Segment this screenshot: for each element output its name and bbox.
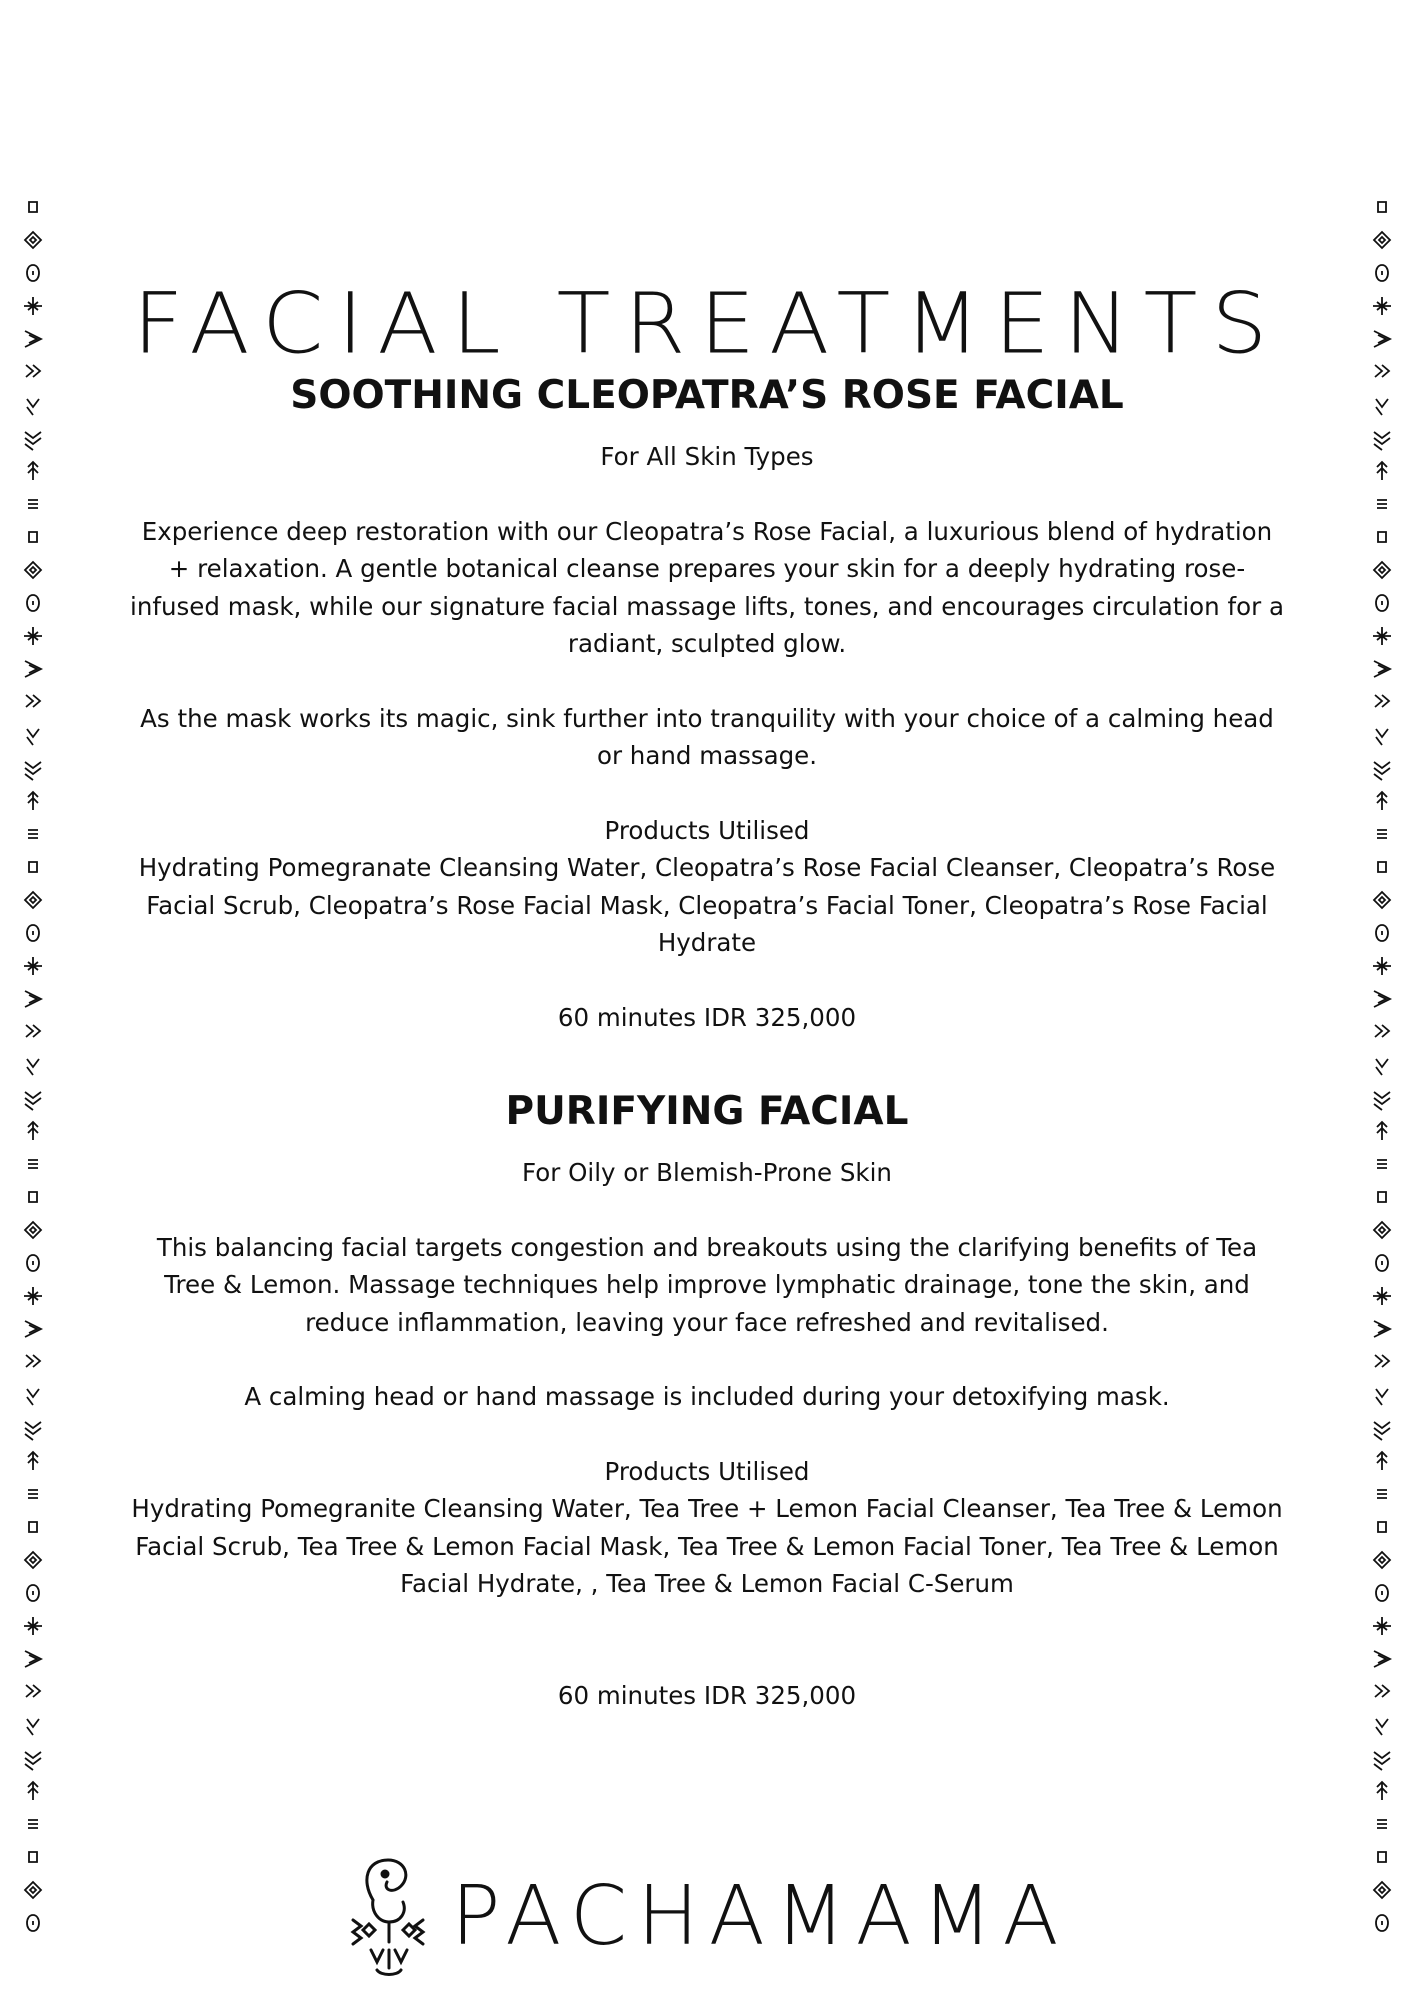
treatment-price: 60 minutes IDR 325,000 [557, 1680, 857, 1710]
tribal-motif [27, 595, 39, 611]
tribal-motif [1374, 1092, 1390, 1110]
tribal-motif [27, 1255, 39, 1271]
tribal-motif [1374, 892, 1390, 908]
tribal-motif [25, 562, 41, 578]
tribal-motif [1374, 232, 1390, 248]
tribal-motif [25, 991, 41, 1007]
tribal-motif [1378, 1522, 1386, 1532]
tribal-motif [1376, 399, 1388, 415]
tribal-motif [1378, 862, 1386, 872]
products-heading: Products Utilised [604, 815, 810, 845]
tribal-motif [26, 1355, 40, 1367]
tribal-motif [27, 1389, 39, 1405]
tribal-motif [1376, 729, 1388, 745]
tribal-motif [1375, 1685, 1389, 1697]
products-list: Hydrating Pomegranite Cleansing Water, Tea Tree + Lemon Facial Cleanser, Tea Tree & Lemon Facial Scrub, Tea Tree & Lemon Facial Mask, Tea Tree & Lemon Facial Toner, Tea Tree & Lemon Facial Hydrate, , Tea Tree & Lemon Facial C-Serum [131, 1494, 1283, 1598]
tribal-motif [25, 661, 41, 677]
tribal-motif [1374, 1651, 1390, 1667]
tribal-motif [1376, 1915, 1388, 1931]
tribal-motif [24, 1617, 42, 1635]
tribal-motif [1377, 1452, 1387, 1470]
treatment-description: Experience deep restoration with our Cleopatra’s Rose Facial, a luxurious blend of hydration + relaxation. A gentle botanical cleanse prepares your skin for a deeply hydrating rose-infused mask, while our signature facial massage lifts, tones, and encourages circulation for a radiant, sculpted glow. [130, 516, 1284, 658]
tribal-motif [1377, 792, 1387, 810]
tribal-motif [1373, 627, 1391, 645]
tribal-motif [28, 1122, 38, 1140]
tribal-motif [1374, 1422, 1390, 1440]
tribal-motif [1377, 830, 1387, 838]
tribal-motif [25, 892, 41, 908]
tribal-motif [27, 1719, 39, 1735]
tribal-motif [1374, 432, 1390, 450]
tribal-motif [1378, 1852, 1386, 1862]
tribal-motif [1377, 1782, 1387, 1800]
tribal-motif [27, 729, 39, 745]
tribal-motif [1377, 500, 1387, 508]
tribal-motif [1376, 1059, 1388, 1075]
tribal-motif [1373, 1617, 1391, 1635]
tribal-motif [1375, 1025, 1389, 1037]
tribal-motif [25, 432, 41, 450]
tribal-motif [29, 1522, 37, 1532]
tribal-motif [28, 1452, 38, 1470]
tribal-motif [28, 1820, 38, 1828]
tribal-motif [26, 1685, 40, 1697]
tribal-motif [1374, 562, 1390, 578]
tribal-motif [1376, 595, 1388, 611]
tribal-motif [28, 1160, 38, 1168]
treatment-title: SOOTHING CLEOPATRA’S ROSE FACIAL [290, 373, 1124, 418]
tribal-motif [29, 862, 37, 872]
tribal-motif [25, 1552, 41, 1568]
tribal-motif [1378, 202, 1386, 212]
treatment-massage-note: A calming head or hand massage is included during your detoxifying mask. [244, 1382, 1170, 1411]
tribal-motif [25, 1321, 41, 1337]
tribal-motif [1376, 1719, 1388, 1735]
tribal-motif [1377, 1490, 1387, 1498]
right-tribal-border [1365, 195, 1399, 1955]
tribal-motif [27, 399, 39, 415]
tribal-motif [27, 1059, 39, 1075]
treatment-title: PURIFYING FACIAL [505, 1089, 909, 1134]
treatment-skin-type: For Oily or Blemish-Prone Skin [522, 1158, 892, 1187]
tribal-motif [1374, 991, 1390, 1007]
tribal-motif [28, 1782, 38, 1800]
tribal-motif [25, 1422, 41, 1440]
tribal-motif [1374, 1222, 1390, 1238]
tribal-motif [25, 1752, 41, 1770]
tribal-motif [25, 232, 41, 248]
tribal-motif [27, 925, 39, 941]
treatment-skin-type: For All Skin Types [600, 442, 814, 471]
tribal-motif [29, 532, 37, 542]
left-tribal-border [16, 195, 50, 1955]
products-heading: Products Utilised [604, 1456, 810, 1486]
tribal-motif [1376, 1585, 1388, 1601]
tribal-motif [25, 1222, 41, 1238]
products-list: Hydrating Pomegranate Cleansing Water, Cleopatra’s Rose Facial Cleanser, Cleopatra’s Rose Facial Scrub, Cleopatra’s Rose Facial Mask, Cleopatra’s Facial Toner, Cleopatra’s Rose Facial Hydrate [138, 853, 1276, 957]
tribal-motif [1376, 1255, 1388, 1271]
tribal-motif [28, 500, 38, 508]
tribal-motif [29, 202, 37, 212]
tribal-motif [1376, 1389, 1388, 1405]
tribal-motif [29, 1192, 37, 1202]
tribal-motif [24, 957, 42, 975]
tribal-motif [1377, 1820, 1387, 1828]
tribal-motif [25, 1651, 41, 1667]
tribal-motif [24, 1287, 42, 1305]
treatments-content [130, 372, 1284, 1714]
tribal-motif [29, 1852, 37, 1862]
tribal-motif [1377, 1160, 1387, 1168]
tribal-motif [1375, 695, 1389, 707]
brand-wordmark: PACHAMAMA [451, 1869, 1069, 1964]
tribal-motif [1378, 532, 1386, 542]
bird-spirit-icon [333, 1850, 443, 1980]
tribal-motif [28, 1490, 38, 1498]
tribal-motif [1377, 462, 1387, 480]
tribal-motif [1375, 1355, 1389, 1367]
tribal-motif [1376, 925, 1388, 941]
tribal-motif [26, 1025, 40, 1037]
tribal-motif [24, 627, 42, 645]
tribal-motif [26, 695, 40, 707]
tribal-motif [27, 1585, 39, 1601]
tribal-motif [25, 762, 41, 780]
tribal-motif [28, 792, 38, 810]
treatment-section-cleopatra-rose [130, 372, 1284, 1036]
treatment-description: This balancing facial targets congestion and breakouts using the clarifying benefits of Tea Tree & Lemon. Massage techniques help improve lymphatic drainage, tone the skin, and reduce inflammation, leaving your face refreshed and revitalised. [156, 1232, 1258, 1337]
tribal-motif [1378, 1192, 1386, 1202]
tribal-motif [1374, 762, 1390, 780]
tribal-motif [1373, 1287, 1391, 1305]
tribal-motif [1377, 1122, 1387, 1140]
tribal-motif [27, 1915, 39, 1931]
tribal-motif [25, 1882, 41, 1898]
tribal-motif [1374, 661, 1390, 677]
treatment-price: 60 minutes IDR 325,000 [557, 1002, 857, 1032]
tribal-motif [1373, 957, 1391, 975]
tribal-motif [28, 462, 38, 480]
tribal-motif [1374, 1321, 1390, 1337]
tribal-motif [25, 1092, 41, 1110]
tribal-motif [1374, 1552, 1390, 1568]
treatment-section-purifying [130, 1088, 1284, 1714]
tribal-motif [1374, 1752, 1390, 1770]
tribal-motif [28, 830, 38, 838]
brand-logo [333, 1850, 1093, 1980]
treatment-massage-note: As the mask works its magic, sink further into tranquility with your choice of a calming head or hand massage. [140, 703, 1274, 770]
tribal-motif [1374, 1882, 1390, 1898]
page-title: FACIAL TREATMENTS [132, 274, 1282, 373]
